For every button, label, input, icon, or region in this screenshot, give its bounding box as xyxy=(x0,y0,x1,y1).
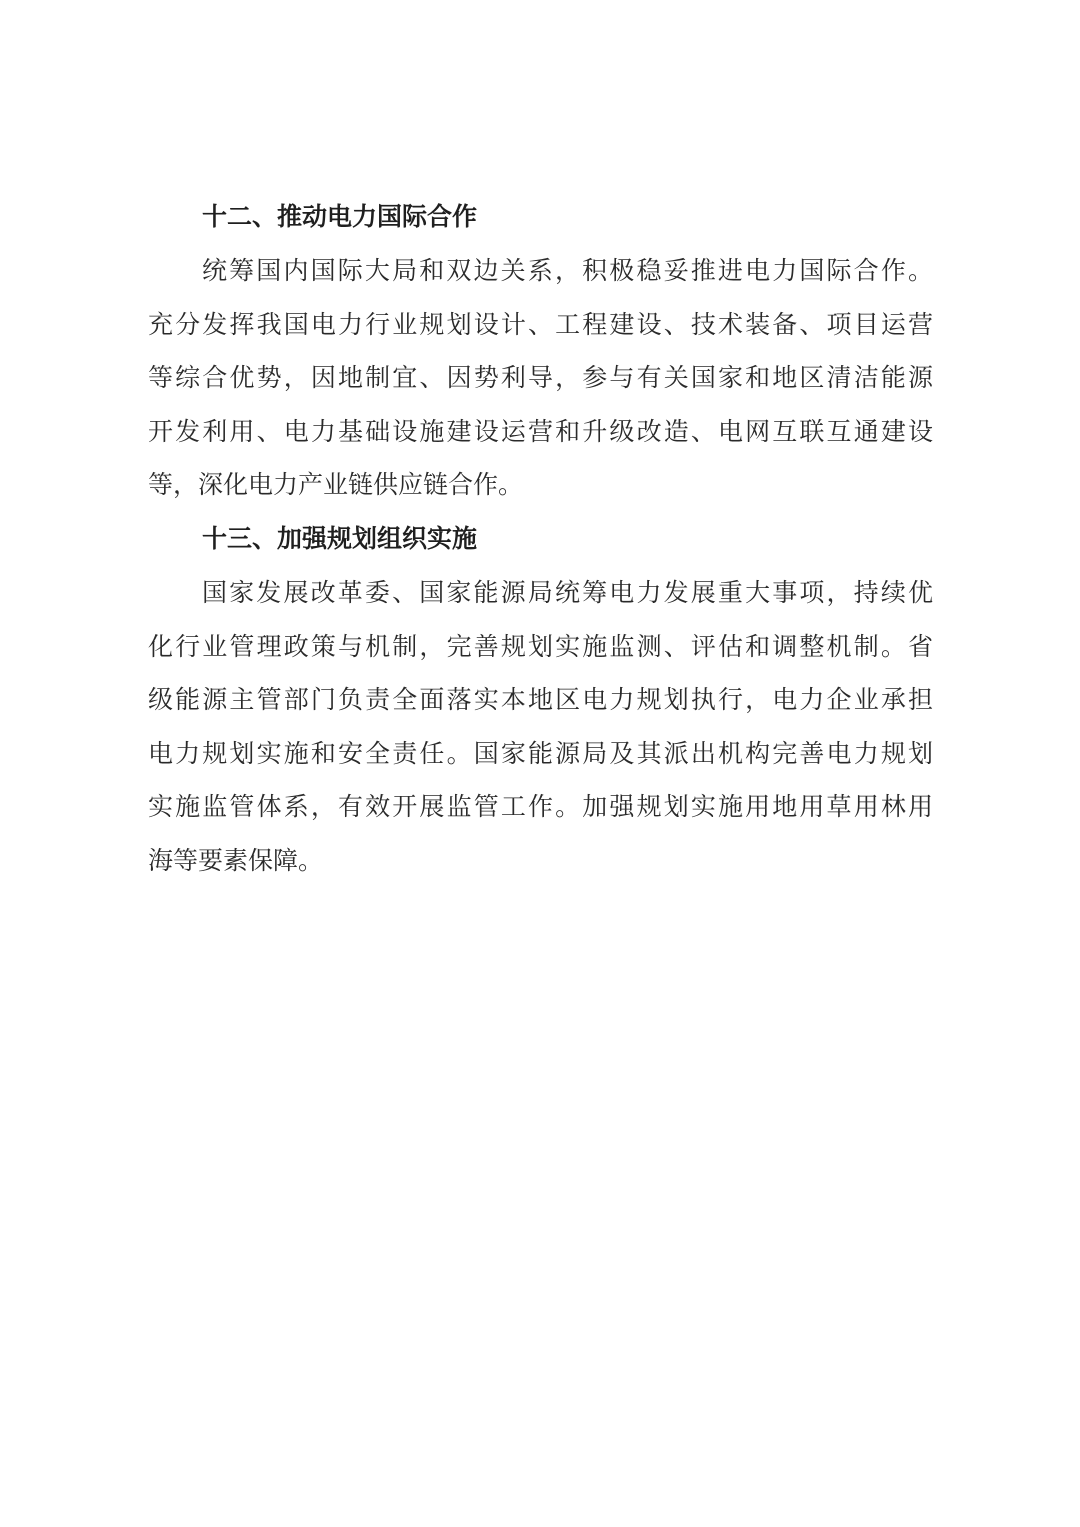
paragraph-line: 等综合优势，因地制宜、因势利导，参与有关国家和地区清洁能源 xyxy=(148,363,933,393)
paragraph-line: 海等要素保障。 xyxy=(148,845,324,875)
section-13-paragraph xyxy=(148,566,933,888)
paragraph-line: 电力规划实施和安全责任。国家能源局及其派出机构完善电力规划 xyxy=(148,738,933,768)
document-body xyxy=(148,190,933,888)
paragraph-line: 开发利用、电力基础设施建设运营和升级改造、电网互联互通建设 xyxy=(148,416,933,446)
paragraph-line: 实施监管体系，有效开展监管工作。加强规划实施用地用草用林用 xyxy=(148,792,933,822)
section-13-heading: 十三、加强规划组织实施 xyxy=(202,523,478,553)
section-12-heading: 十二、推动电力国际合作 xyxy=(202,202,478,231)
paragraph-line: 充分发挥我国电力行业规划设计、工程建设、技术装备、项目运营 xyxy=(148,309,933,339)
paragraph-line: 国家发展改革委、国家能源局统筹电力发展重大事项，持续优 xyxy=(202,577,933,607)
paragraph-line: 化行业管理政策与机制，完善规划实施监测、评估和调整机制。省 xyxy=(148,631,933,661)
section-12-paragraph xyxy=(148,244,933,512)
paragraph-line: 统筹国内国际大局和双边关系，积极稳妥推进电力国际合作。 xyxy=(202,256,933,285)
paragraph-line: 级能源主管部门负责全面落实本地区电力规划执行，电力企业承担 xyxy=(148,685,933,715)
paragraph-line: 等，深化电力产业链供应链合作。 xyxy=(148,470,524,500)
